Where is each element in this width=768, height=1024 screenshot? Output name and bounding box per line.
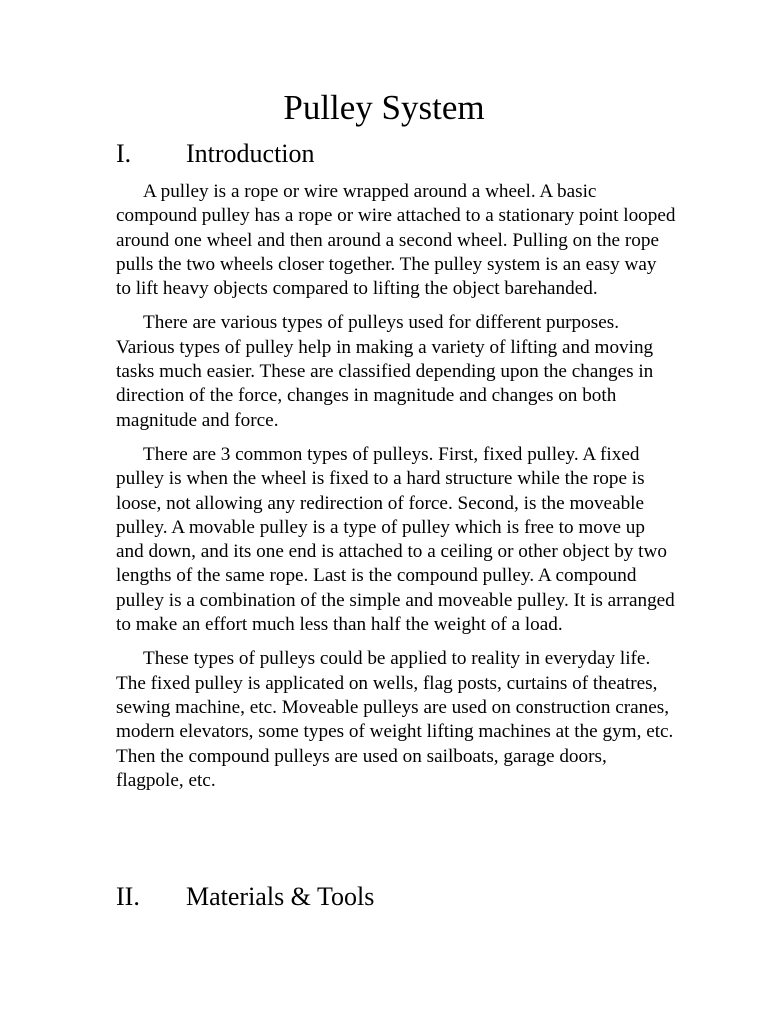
introduction-body xyxy=(116,180,676,803)
section-number: II. xyxy=(116,882,140,911)
paragraph: These types of pulleys could be applied to reality in everyday life. The fixed pulley is applicated on wells, flag posts, curtains of theatres, sewing machine, etc. Moveable pulleys are used on construction cranes, modern elevators, some types of weight lifting machines at the gym, etc. Then the compound pulleys are used on sailboats, garage doors, flagpole, etc. xyxy=(116,648,674,791)
section-heading-text: Materials & Tools xyxy=(186,882,375,911)
paragraph: There are various types of pulleys used for different purposes. Various types of pulley help in making a variety of lifting and moving tasks much easier. These are classified depending upon the changes in direction of the force, changes in magnitude and changes on both magnitude and force. xyxy=(116,312,654,431)
paragraph: There are 3 common types of pulleys. First, fixed pulley. A fixed pulley is when the wheel is fixed to a hard structure while the rope is loose, not allowing any redirection of force. Second, is the moveable pulley. A movable pulley is a type of pulley which is free to move up and down, and its one end is attached to a ceiling or other object by two lengths of the same rope. Last is the compound pulley. A compound pulley is a combination of the simple and moveable pulley. It is arranged to make an effort much less than half the weight of a load. xyxy=(116,443,675,636)
section-number: I. xyxy=(116,139,132,168)
section-heading-materials-tools xyxy=(116,881,676,913)
section-heading-text: Introduction xyxy=(186,139,315,168)
document-title: Pulley System xyxy=(283,88,485,127)
paragraph: A pulley is a rope or wire wrapped around a wheel. A basic compound pulley has a rope or wire attached to a stationary point looped around one wheel and then around a second wheel. Pulling on the rope pulls the two wheels closer together. The pulley system is an easy way to lift heavy objects compared to lifting the object barehanded. xyxy=(116,181,676,300)
section-heading-introduction xyxy=(116,138,676,170)
